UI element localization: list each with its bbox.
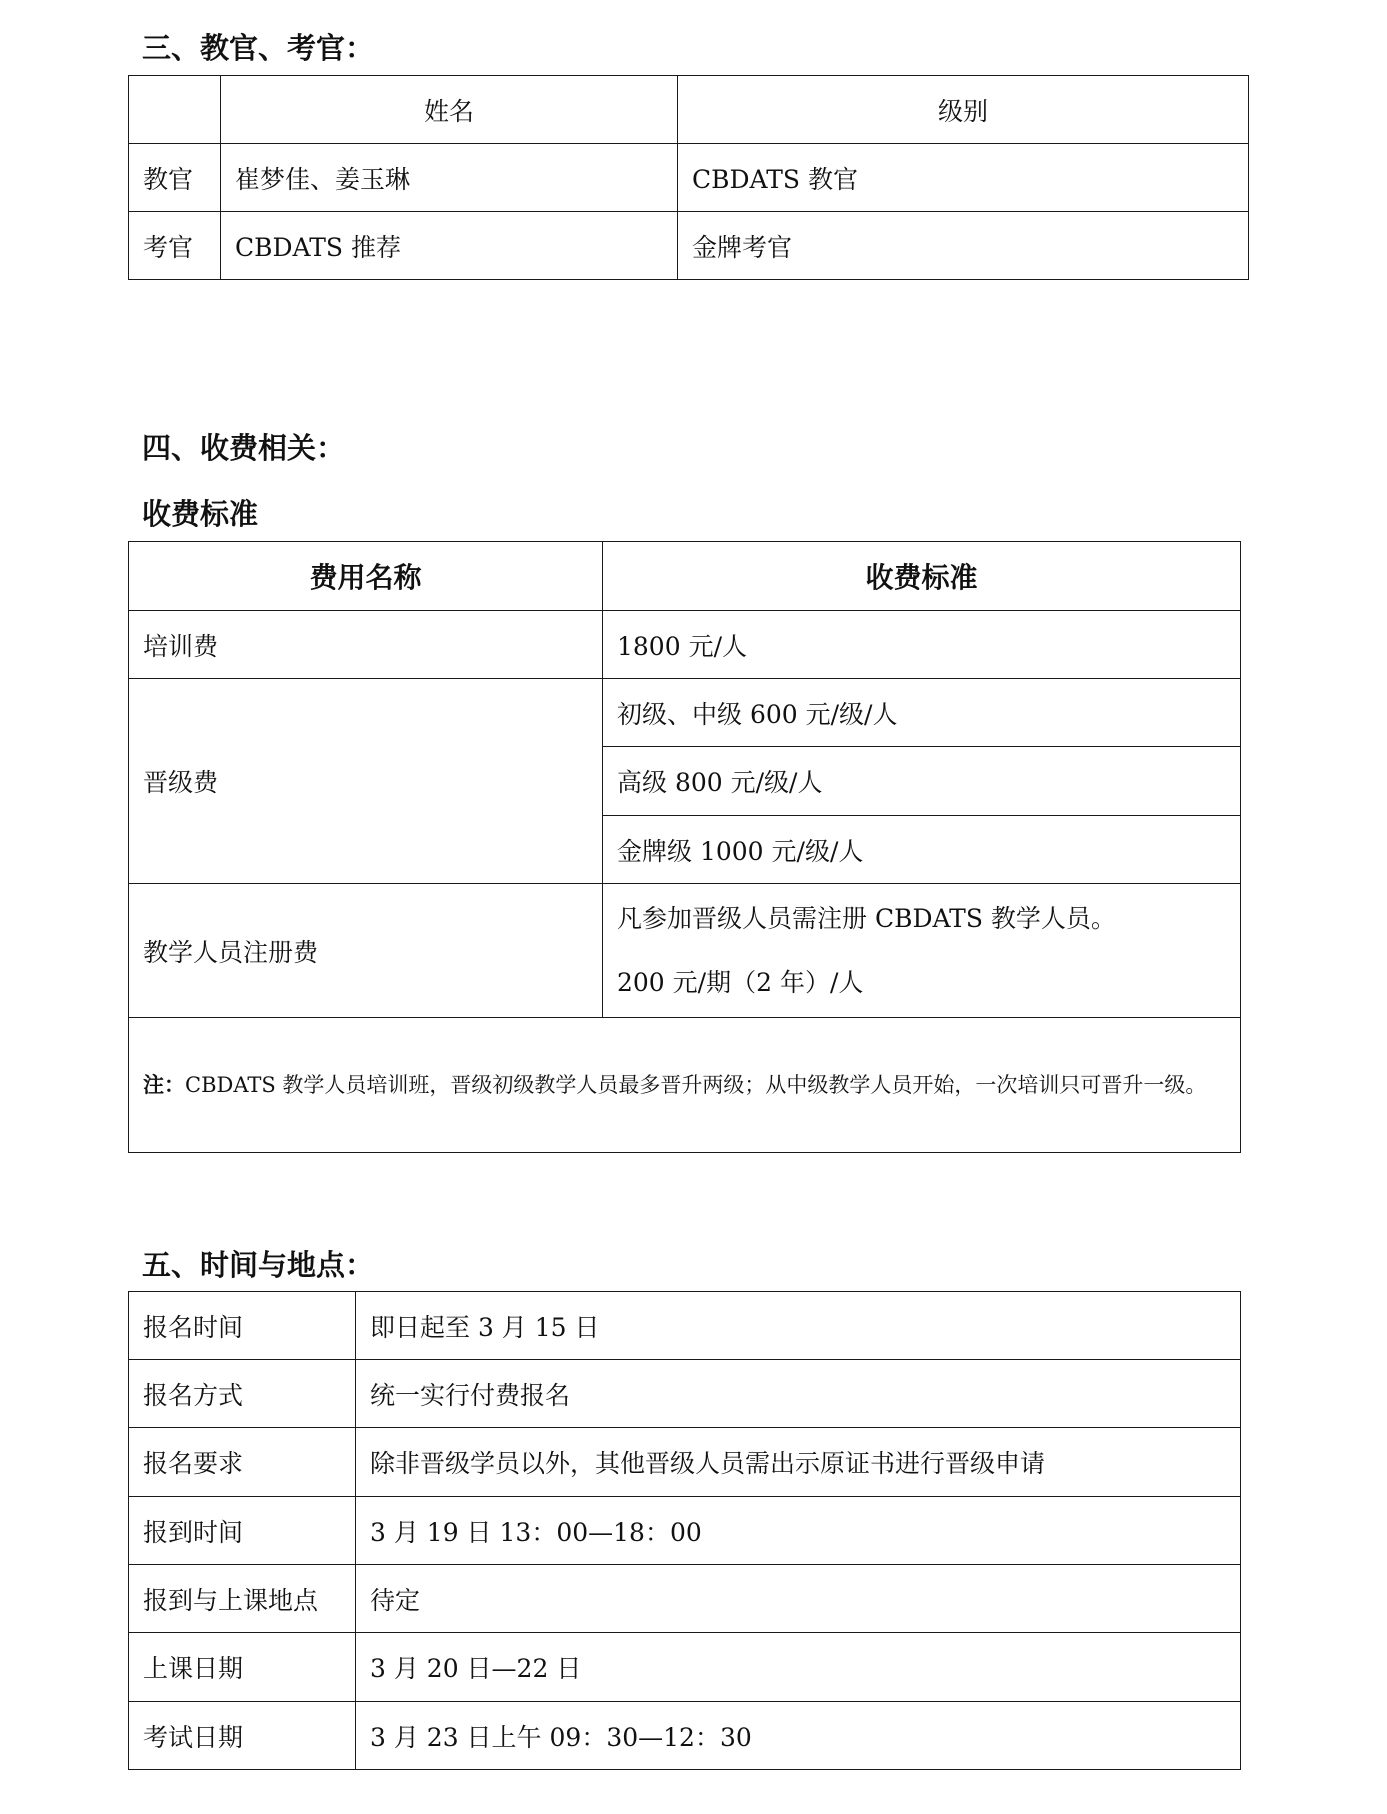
table-row: [129, 144, 1249, 212]
schedule-label: 上课日期: [129, 1633, 356, 1702]
table-row: [129, 611, 1241, 679]
note-label: 注：: [143, 1072, 185, 1097]
schedule-value: 除非晋级学员以外，其他晋级人员需出示原证书进行晋级申请: [356, 1428, 1241, 1497]
fee-name-registration: 教学人员注册费: [129, 884, 603, 1018]
fee-value-promotion-gold: 金牌级 1000 元/级/人: [603, 816, 1241, 884]
fee-note: [129, 1018, 1241, 1153]
row-label: 教官: [129, 144, 221, 212]
row-level: CBDATS 教官: [678, 144, 1249, 212]
fee-standard-subtitle: 收费标准: [142, 497, 259, 531]
note-row: [129, 1018, 1241, 1153]
fee-value-promotion-junior: 初级、中级 600 元/级/人: [603, 679, 1241, 747]
schedule-label: 考试日期: [129, 1702, 356, 1770]
row-name: 崔梦佳、姜玉琳: [221, 144, 678, 212]
header-fee-standard: 收费标准: [603, 542, 1241, 611]
registration-requirement: 凡参加晋级人员需注册 CBDATS 教学人员。: [617, 903, 1116, 933]
table-row: [129, 1702, 1241, 1770]
table-header-row: [129, 76, 1249, 144]
note-text: CBDATS 教学人员培训班，晋级初级教学人员最多晋升两级；从中级教学人员开始，一次培训只可晋升一级。: [185, 1073, 1207, 1097]
section-3-title: 三、教官、考官：: [142, 31, 375, 65]
row-name: CBDATS 推荐: [221, 212, 678, 280]
schedule-label: 报到与上课地点: [129, 1565, 356, 1633]
table-row: [129, 1565, 1241, 1633]
table-row: [129, 1633, 1241, 1702]
schedule-label: 报名时间: [129, 1292, 356, 1360]
schedule-label: 报到时间: [129, 1497, 356, 1565]
section-5-title: 五、时间与地点：: [142, 1248, 375, 1282]
table-row: [129, 1428, 1241, 1497]
table-row: [129, 212, 1249, 280]
row-level: 金牌考官: [678, 212, 1249, 280]
instructors-table: [128, 75, 1249, 280]
fee-name-promotion: 晋级费: [129, 679, 603, 884]
header-cell-empty: [129, 76, 221, 144]
schedule-value: 统一实行付费报名: [356, 1360, 1241, 1428]
fee-value-registration: [603, 884, 1241, 1018]
header-fee-name: 费用名称: [129, 542, 603, 611]
fee-value-training: 1800 元/人: [603, 611, 1241, 679]
fee-table: [128, 541, 1241, 1153]
schedule-value: 3 月 20 日—22 日: [356, 1633, 1241, 1702]
schedule-value: 3 月 23 日上午 09：30—12：30: [356, 1702, 1241, 1770]
header-cell-level: 级别: [678, 76, 1249, 144]
row-label: 考官: [129, 212, 221, 280]
table-row: [129, 1292, 1241, 1360]
table-row: [129, 679, 1241, 747]
schedule-label: 报名要求: [129, 1428, 356, 1497]
schedule-table: [128, 1291, 1241, 1770]
schedule-value: 即日起至 3 月 15 日: [356, 1292, 1241, 1360]
registration-price: 200 元/期（2 年）/人: [617, 967, 864, 997]
section-4-title: 四、收费相关：: [142, 431, 346, 465]
header-cell-name: 姓名: [221, 76, 678, 144]
table-row: [129, 1360, 1241, 1428]
table-row: [129, 1497, 1241, 1565]
schedule-value: 待定: [356, 1565, 1241, 1633]
schedule-value: 3 月 19 日 13：00—18：00: [356, 1497, 1241, 1565]
fee-name-training: 培训费: [129, 611, 603, 679]
table-header-row: [129, 542, 1241, 611]
fee-value-promotion-senior: 高级 800 元/级/人: [603, 747, 1241, 816]
schedule-label: 报名方式: [129, 1360, 356, 1428]
table-row: [129, 884, 1241, 1018]
